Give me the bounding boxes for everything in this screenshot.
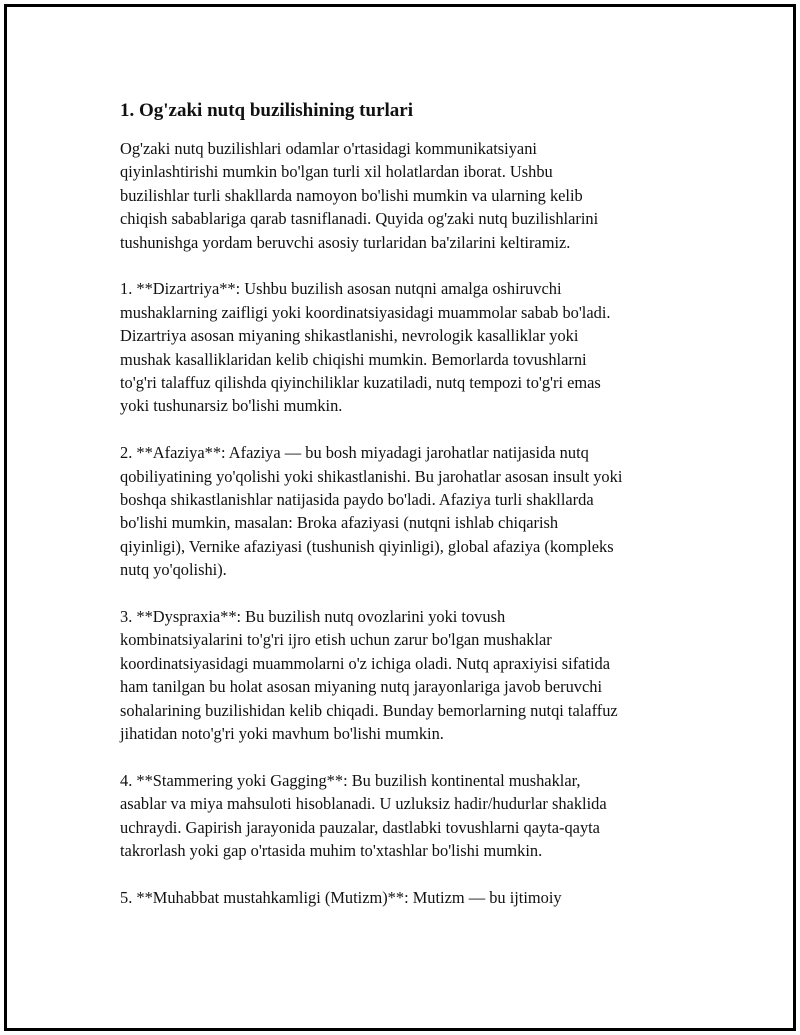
intro-paragraph: Og'zaki nutq buzilishlari odamlar o'rtasidagi kommunikatsiyani qiyinlashtirishi mumkin bo'lgan turli xil holatlardan iborat. Ushbu buzilishlar turli shakllarda namoyon bo'lishi mumkin va ularning kelib chiqish sabablariga qarab tasniflanadi. Quyida og'zaki nutq buzilishlarini tushunishga yordam beruvchi asosiy turlaridan ba'zilarini keltiramiz.	[120, 139, 599, 252]
document-body	[120, 99, 695, 909]
list-item-stammering: 4. **Stammering yoki Gagging**: Bu buzilish kontinental mushaklar, asablar va miya mahsuloti hisoblanadi. U uzluksiz hadir/hudurlar shaklida uchraydi. Gapirish jarayonida pauzalar, dastlabki tovushlarni qayta-qayta takrorlash yoki gap o'rtasida muhim to'xtashlar bo'lishi mumkin.	[120, 770, 607, 861]
list-item-dizartriya: 1. **Dizartriya**: Ushbu buzilish asosan nutqni amalga oshiruvchi mushaklarning zaifligi yoki koordinatsiyasidagi muammolar sabab bo'ladi. Dizartriya asosan miyaning shikastlanishi, nevrologik kasalliklar yoki mushak kasalliklaridan kelib chiqishi mumkin. Bemorlarda tovushlarni to'g'ri talaffuz qilishda qiyinchiliklar kuzatiladi, nutq tempozi to'g'ri emas yoki tushunarsiz bo'lishi mumkin.	[120, 279, 611, 416]
page-frame	[4, 4, 796, 1031]
list-item-afaziya: 2. **Afaziya**: Afaziya — bu bosh miyadagi jarohatlar natijasida nutq qobiliyatining yo'qolishi yoki shikastlanishi. Bu jarohatlar asosan insult yoki boshqa shikastlanishlar natijasida paydo bo'ladi. Afaziya turli shakllarda bo'lishi mumkin, masalan: Broka afaziyasi (nutqni ishlab chiqarish qiyinligi), Vernike afaziyasi (tushunish qiyinligi), global afaziya (kompleks nutq yo'qolishi).	[120, 443, 623, 580]
list-item-dyspraxia: 3. **Dyspraxia**: Bu buzilish nutq ovozlarini yoki tovush kombinatsiyalarini to'g'ri ijro etish uchun zarur bo'lgan mushaklar koordinatsiyasidagi muammolarni o'z ichiga oladi. Nutq apraxiyisi sifatida ham tanilgan bu holat asosan miyaning nutq jarayonlariga javob beruvchi sohalarining buzilishidan kelib chiqadi. Bunday bemorlarning nutqi talaffuz jihatidan noto'g'ri yoki mavhum bo'lishi mumkin.	[120, 607, 618, 744]
list-item-mutizm: 5. **Muhabbat mustahkamligi (Mutizm)**: Mutizm — bu ijtimoiy	[120, 887, 562, 907]
document-heading: 1. Og'zaki nutq buzilishining turlari	[120, 100, 413, 121]
